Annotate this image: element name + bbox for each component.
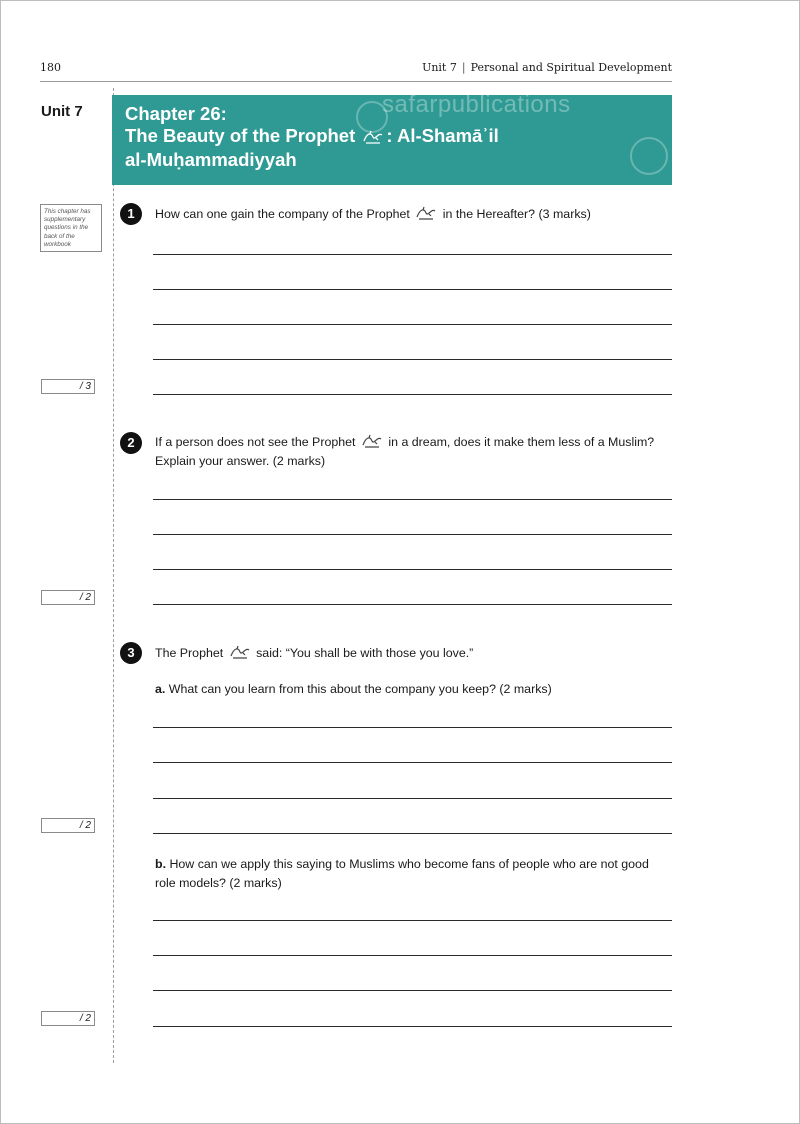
question-3-text <box>155 644 667 663</box>
chapter-title-line-3: al-Muḥammadiyyah <box>125 149 297 170</box>
question-1-text <box>155 205 667 224</box>
answer-line[interactable] <box>153 1026 672 1027</box>
answer-line[interactable] <box>153 534 672 535</box>
header-rule <box>40 81 672 82</box>
question-text: in the Hereafter? (3 marks) <box>442 207 591 221</box>
answer-line[interactable] <box>153 324 672 325</box>
score-box[interactable]: / 3 <box>41 379 95 394</box>
score-box[interactable]: / 2 <box>41 818 95 833</box>
question-3a-text <box>155 680 667 699</box>
running-header-unit: Unit 7 <box>422 61 457 74</box>
question-number-badge: 2 <box>120 432 142 454</box>
answer-line[interactable] <box>153 762 672 763</box>
part-label: b. <box>155 857 167 871</box>
score-box[interactable]: / 2 <box>41 590 95 605</box>
answer-line[interactable] <box>153 394 672 395</box>
page-number: 180 <box>40 61 61 74</box>
salawat-honorific-icon <box>229 644 251 660</box>
question-text: If a person does not see the Prophet <box>155 435 356 449</box>
chapter-title-text: The Beauty of the Prophet <box>125 125 356 146</box>
answer-line[interactable] <box>153 569 672 570</box>
chapter-title-suffix: : Al-Shamāʾil <box>386 125 499 146</box>
chapter-banner <box>112 95 672 185</box>
watermark-logo-icon <box>630 137 668 175</box>
watermark: safarpublications <box>382 95 571 118</box>
score-box[interactable]: / 2 <box>41 1011 95 1026</box>
header-separator: | <box>461 61 466 74</box>
question-2-text <box>155 433 667 471</box>
salawat-honorific-icon <box>361 433 383 449</box>
question-text: The Prophet <box>155 646 224 660</box>
answer-line[interactable] <box>153 955 672 956</box>
answer-line[interactable] <box>153 920 672 921</box>
question-text: How can we apply this saying to Muslims who become fans of people who are not good role models? (2 marks) <box>155 857 649 890</box>
question-text: said: “You shall be with those you love.” <box>256 646 474 660</box>
answer-line[interactable] <box>153 798 672 799</box>
question-3b-text <box>155 855 667 893</box>
question-text: in a dream, does it make them less of a Muslim? Explain your answer. (2 marks) <box>155 435 655 468</box>
margin-divider <box>113 88 114 1063</box>
answer-line[interactable] <box>153 499 672 500</box>
part-label: a. <box>155 682 166 696</box>
running-header-section: Personal and Spiritual Development <box>470 61 672 74</box>
question-number-badge: 1 <box>120 203 142 225</box>
question-text: How can one gain the company of the Prophet <box>155 207 410 221</box>
chapter-title-line <box>125 125 499 147</box>
answer-line[interactable] <box>153 833 672 834</box>
salawat-honorific-icon <box>415 205 437 221</box>
salawat-honorific-icon <box>362 129 384 145</box>
answer-line[interactable] <box>153 604 672 605</box>
answer-line[interactable] <box>153 359 672 360</box>
answer-line[interactable] <box>153 727 672 728</box>
answer-line[interactable] <box>153 289 672 290</box>
question-text: What can you learn from this about the company you keep? (2 marks) <box>168 682 552 696</box>
question-number-badge: 3 <box>120 642 142 664</box>
supplementary-note: This chapter has supplementary questions in the back of the workbook <box>40 204 102 252</box>
unit-label: Unit 7 <box>41 103 83 120</box>
answer-line[interactable] <box>153 254 672 255</box>
running-header <box>422 61 672 74</box>
answer-line[interactable] <box>153 990 672 991</box>
chapter-number: Chapter 26: <box>125 103 227 124</box>
